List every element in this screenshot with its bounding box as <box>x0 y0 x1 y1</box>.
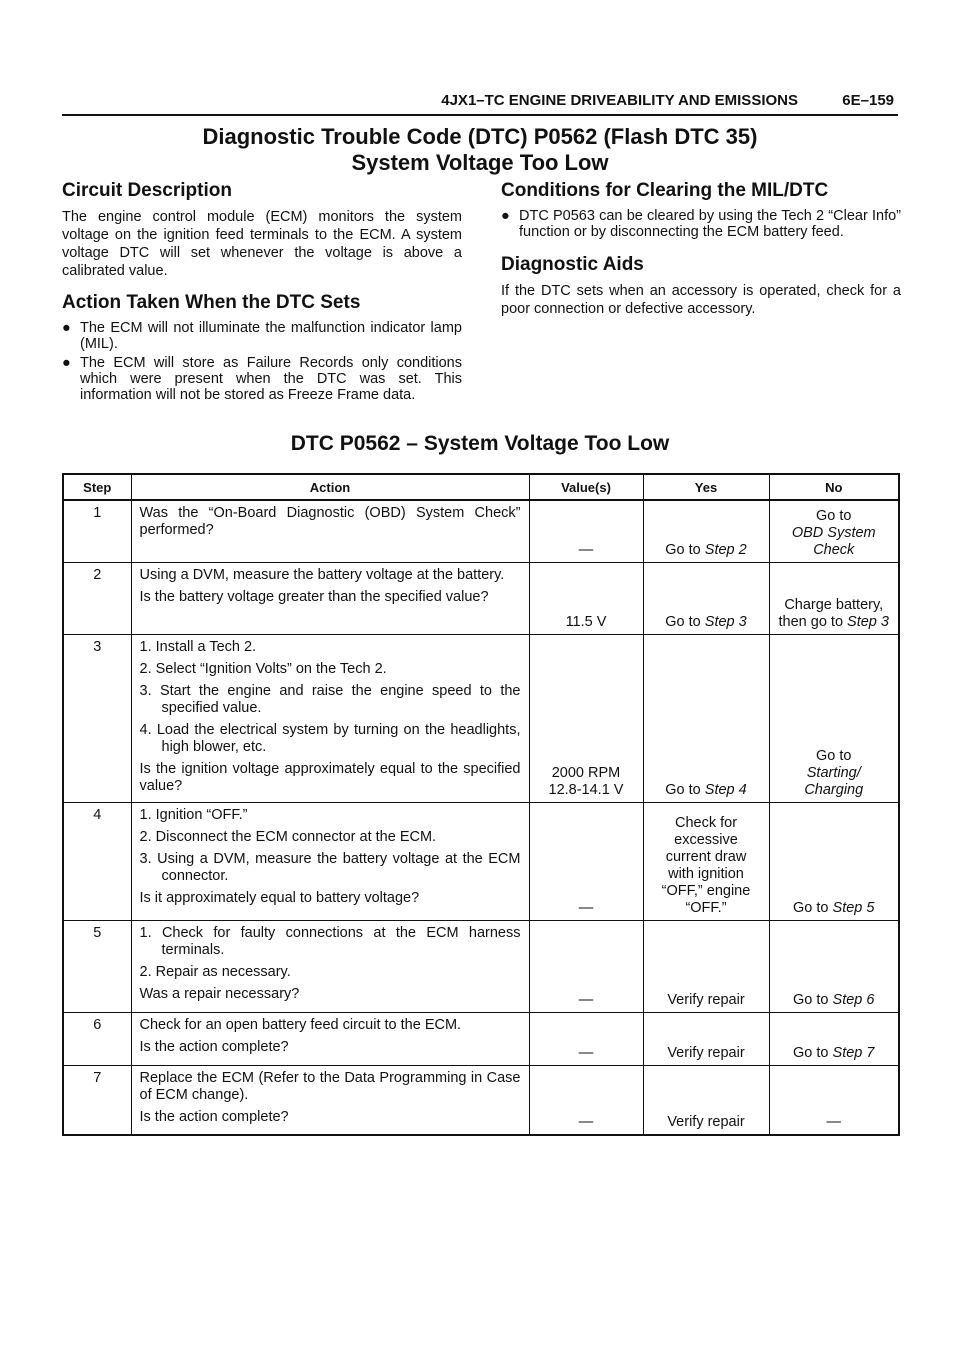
no-cell: Go to Step 6 <box>769 920 899 1012</box>
value-cell: — <box>529 1012 643 1065</box>
diagnostic-aids-heading: Diagnostic Aids <box>501 254 644 275</box>
step-cell: 2 <box>63 562 131 634</box>
value-cell: — <box>529 920 643 1012</box>
bullet-icon: ● <box>62 320 71 336</box>
header-step: Step <box>63 474 131 500</box>
page-header <box>62 88 898 116</box>
title-line-2: System Voltage Too Low <box>351 150 609 175</box>
value-cell: — <box>529 802 643 920</box>
yes-cell: Verify repair <box>643 1065 769 1135</box>
bullet-icon: ● <box>501 208 510 224</box>
table-row <box>63 802 899 920</box>
list-item: ● The ECM will store as Failure Records only conditions which were present when the DTC was set. This information will not be stored as Freeze Frame data. <box>62 355 462 403</box>
table-header-row <box>63 474 899 500</box>
step-cell: 7 <box>63 1065 131 1135</box>
action-cell: Was the “On-Board Diagnostic (OBD) System Check” performed? <box>131 500 529 562</box>
yes-cell: Verify repair <box>643 1012 769 1065</box>
header-no: No <box>769 474 899 500</box>
step-cell: 4 <box>63 802 131 920</box>
table-row <box>63 920 899 1012</box>
value-cell: 11.5 V <box>529 562 643 634</box>
table-row <box>63 634 899 802</box>
action-cell: 1. Ignition “OFF.” 2. Disconnect the ECM connector at the ECM. 3. Using a DVM, measure the battery voltage at the ECM connector. Is it approximately equal to battery voltage? <box>131 802 529 920</box>
no-cell: Go to Step 7 <box>769 1012 899 1065</box>
action-cell: Replace the ECM (Refer to the Data Programming in Case of ECM change). Is the action complete? <box>131 1065 529 1135</box>
no-cell: — <box>769 1065 899 1135</box>
action-cell: Check for an open battery feed circuit to the ECM. Is the action complete? <box>131 1012 529 1065</box>
table-row <box>63 1012 899 1065</box>
page-number: 6E–159 <box>842 92 894 109</box>
step-cell: 3 <box>63 634 131 802</box>
header-action: Action <box>131 474 529 500</box>
yes-cell: Verify repair <box>643 920 769 1012</box>
action-cell: 1. Install a Tech 2. 2. Select “Ignition Volts” on the Tech 2. 3. Start the engine and raise the engine speed to the specified value. 4. Load the electrical system by turning on the headlights, high blower, etc. Is the ignition voltage approximately equal to the specified value? <box>131 634 529 802</box>
left-column <box>62 180 462 413</box>
title-line-1: Diagnostic Trouble Code (DTC) P0562 (Flash DTC 35) <box>202 124 758 149</box>
circuit-description-heading: Circuit Description <box>62 180 232 201</box>
value-cell: 2000 RPM 12.8-14.1 V <box>529 634 643 802</box>
conditions-clearing-heading: Conditions for Clearing the MIL/DTC <box>501 180 829 201</box>
dtc-table <box>62 473 900 1136</box>
action-cell: Using a DVM, measure the battery voltage at the battery. Is the battery voltage greater than the specified value? <box>131 562 529 634</box>
table-row <box>63 1065 899 1135</box>
right-column <box>501 180 901 328</box>
header-yes: Yes <box>643 474 769 500</box>
action-taken-list <box>62 320 462 403</box>
value-cell: — <box>529 1065 643 1135</box>
yes-cell: Check for excessive current draw with ignition “OFF,” engine “OFF.” <box>643 802 769 920</box>
circuit-description-text: The engine control module (ECM) monitors the system voltage on the ignition feed terminals to the ECM. A system voltage DTC will set whenever the voltage is above a calibrated value. <box>62 209 462 279</box>
no-cell: Go to Step 5 <box>769 802 899 920</box>
step-cell: 5 <box>63 920 131 1012</box>
section-title: 4JX1–TC ENGINE DRIVEABILITY AND EMISSIONS <box>441 92 798 109</box>
page-title <box>62 124 898 176</box>
list-item: ● The ECM will not illuminate the malfunction indicator lamp (MIL). <box>62 320 462 352</box>
table-row <box>63 500 899 562</box>
yes-cell: Go to Step 3 <box>643 562 769 634</box>
table-title: DTC P0562 – System Voltage Too Low <box>290 432 670 455</box>
action-cell: 1. Check for faulty connections at the ECM harness terminals. 2. Repair as necessary. Was a repair necessary? <box>131 920 529 1012</box>
bullet-icon: ● <box>62 355 71 371</box>
table-row <box>63 562 899 634</box>
step-cell: 1 <box>63 500 131 562</box>
list-item: ● DTC P0563 can be cleared by using the Tech 2 “Clear Info” function or by disconnecting the ECM battery feed. <box>501 208 901 240</box>
action-taken-heading: Action Taken When the DTC Sets <box>62 292 361 313</box>
yes-cell: Go to Step 2 <box>643 500 769 562</box>
value-cell: — <box>529 500 643 562</box>
conditions-clearing-list <box>501 208 901 240</box>
header-value: Value(s) <box>529 474 643 500</box>
step-cell: 6 <box>63 1012 131 1065</box>
no-cell: Charge battery, then go to Step 3 <box>769 562 899 634</box>
diagnostic-aids-text: If the DTC sets when an accessory is operated, check for a poor connection or defective accessory. <box>501 283 901 317</box>
yes-cell: Go to Step 4 <box>643 634 769 802</box>
no-cell: Go to OBD System Check <box>769 500 899 562</box>
no-cell: Go to Starting/ Charging <box>769 634 899 802</box>
